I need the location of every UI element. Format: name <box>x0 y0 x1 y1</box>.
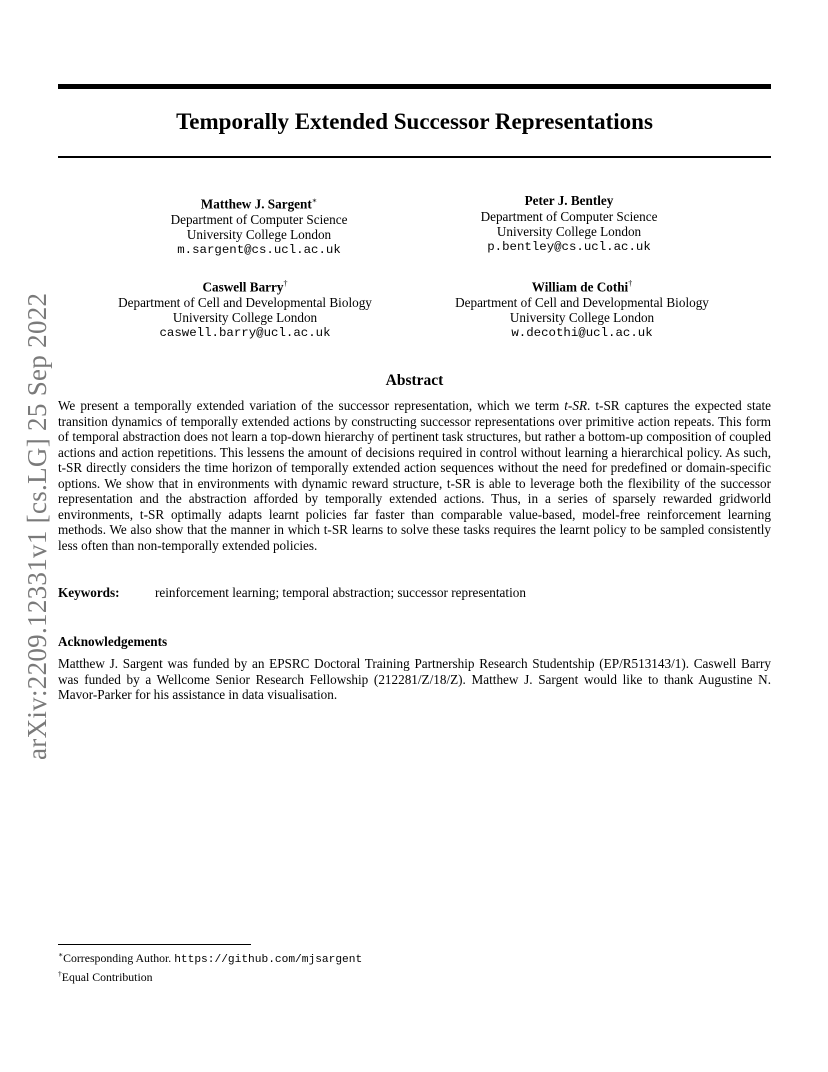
footnote-corresponding: ∗Corresponding Author. https://github.com/mjsargent <box>58 950 363 966</box>
author-institution: University College London <box>186 227 332 243</box>
author-email: p.bentley@cs.ucl.ac.uk <box>487 239 651 254</box>
author-email: m.sargent@cs.ucl.ac.uk <box>177 242 341 257</box>
acknowledgements-heading: Acknowledgements <box>58 634 168 649</box>
abstract-term: t-SR <box>564 398 588 413</box>
footnotes <box>58 948 362 985</box>
author-block-sargent <box>109 193 409 258</box>
keywords-label: Keywords: <box>58 585 120 600</box>
author-affiliation: Department of Computer Science <box>480 208 658 224</box>
acknowledgements-text: Matthew J. Sargent was funded by an EPSRC Doctoral Training Partnership Research Studentship (EP/R513143/1). Caswell Barry was funded by a Wellcome Senior Research Fellowship (212281/Z/18/Z). Matthew J. Sargent would like to thank Augustine N. Mavor-Parker for his assistance in data visualisation. <box>58 656 771 702</box>
footnote-equal-contribution: †Equal Contribution <box>58 969 153 985</box>
title-bottom-rule <box>58 156 771 158</box>
paper-title: Temporally Extended Successor Representations <box>176 109 653 134</box>
author-block-decothi <box>432 276 732 341</box>
keywords-text: reinforcement learning; temporal abstraction; successor representation <box>155 585 526 600</box>
author-affiliation: Department of Cell and Developmental Biology <box>118 294 372 310</box>
author-name: Caswell Barry† <box>202 279 288 295</box>
author-name: Peter J. Bentley <box>524 193 614 208</box>
author-institution: University College London <box>496 224 642 239</box>
author-block-barry <box>85 276 405 341</box>
footnote-rule <box>58 944 251 945</box>
abstract-text: We present a temporally extended variation of the successor representation, which we term t-SR. t-SR captures the expected state transition dynamics of temporally extended actions by constructing successor representations over primitive action repeats. This form of temporal abstraction does not learn a top-down hierarchy of pertinent task structures, but rather a bottom-up composition of coupled actions and action repetitions. This lessens the amount of decisions required in control without learning a hierarchical policy. As such, t-SR directly considers the time horizon of temporally extended action sequences without the need for predefined or domain-specific options. We show that in environments with dynamic reward structure, t-SR is able to leverage both the flexibility of the successor representation and the abstraction afforded by temporally extended actions. Thus, in a series of sparsely rewarded gridworld environments, t-SR optimally adapts learnt policies far faster than comparable value-based, model-free reinforcement learning methods. We also show that the manner in which t-SR learns to solve these tasks requires the learnt policy to be sampled consistently less often than non-temporally extended policies. <box>58 398 771 553</box>
author-institution: University College London <box>509 310 655 326</box>
title-top-rule <box>58 84 771 89</box>
author-name: Matthew J. Sargent∗ <box>200 196 318 212</box>
abstract-heading: Abstract <box>385 372 444 389</box>
author-block-bentley <box>419 193 719 255</box>
github-link[interactable]: https://github.com/mjsargent <box>174 953 363 966</box>
author-affiliation: Department of Computer Science <box>170 211 348 227</box>
author-institution: University College London <box>172 310 318 326</box>
author-email: caswell.barry@ucl.ac.uk <box>159 325 331 340</box>
arxiv-identifier: arXiv:2209.12331v1 [cs.LG] 25 Sep 2022 <box>22 292 52 760</box>
author-affiliation: Department of Cell and Developmental Biology <box>455 294 709 310</box>
author-name: William de Cothi† <box>531 279 633 295</box>
author-email: w.decothi@ucl.ac.uk <box>511 325 653 340</box>
